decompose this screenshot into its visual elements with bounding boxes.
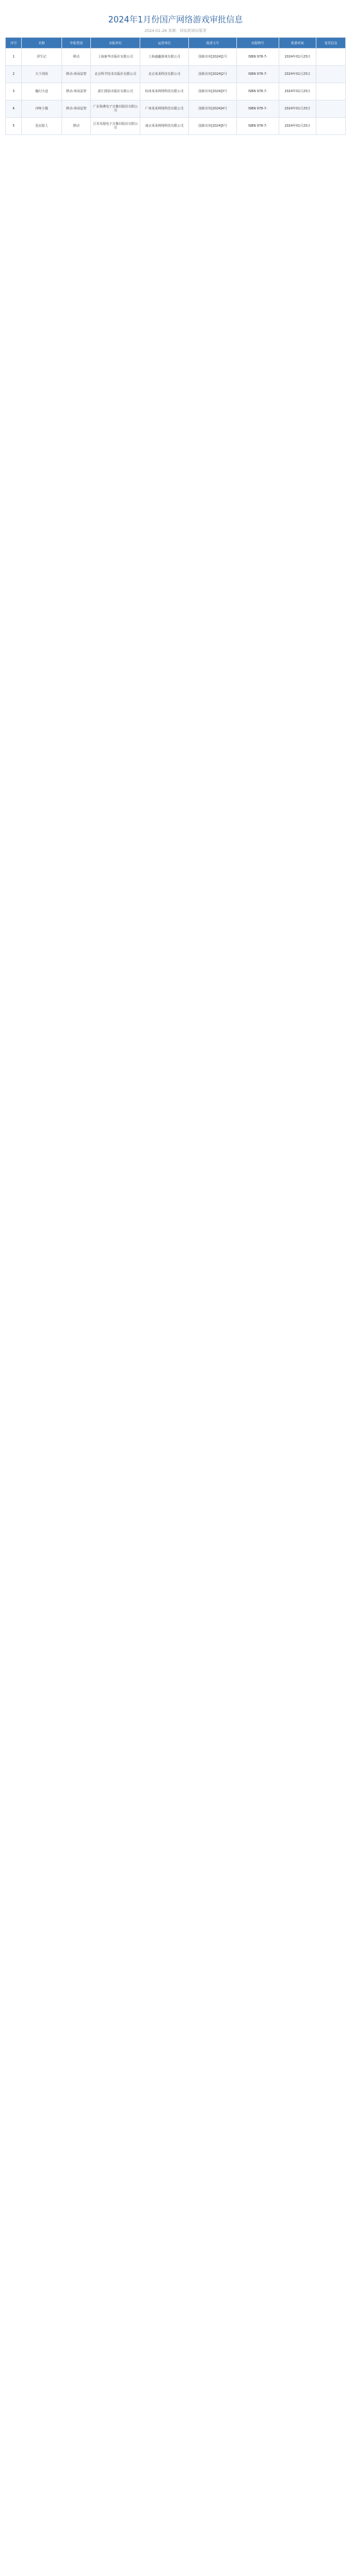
header-name: 名称	[22, 38, 61, 49]
cell-date: 2024年01月25日	[279, 118, 316, 135]
cell-change	[316, 100, 346, 118]
table-body	[6, 49, 346, 135]
cell-approval-number: 国新出审[2024]3号	[189, 83, 236, 100]
header-operator: 运营单位	[140, 38, 188, 49]
cell-publisher: 北京科学技术出版社有限公司	[91, 66, 140, 83]
cell-isbn: ISBN 978-7-	[236, 100, 279, 118]
approval-table	[5, 37, 346, 135]
cell-approval-number: 国新出审[2024]5号	[189, 118, 236, 135]
page	[0, 13, 351, 148]
cell-category: 移动-休闲益智	[61, 83, 91, 100]
cell-category: 移动-休闲益智	[61, 100, 91, 118]
cell-operator: 北京某某科技有限公司	[140, 66, 188, 83]
cell-date: 2024年01月25日	[279, 83, 316, 100]
cell-operator: 广州某某网络科技有限公司	[140, 100, 188, 118]
cell-category: 移动-休闲益智	[61, 66, 91, 83]
header-category: 申报类别	[61, 38, 91, 49]
header-isbn: 出版物号	[236, 38, 279, 49]
cell-approval-number: 国新出审[2024]4号	[189, 100, 236, 118]
cell-name: 浮生记	[22, 49, 61, 66]
cell-isbn: ISBN 978-7-	[236, 66, 279, 83]
table-row	[6, 66, 346, 83]
cell-isbn: ISBN 978-7-	[236, 49, 279, 66]
cell-date: 2024年01月25日	[279, 100, 316, 118]
cell-change	[316, 83, 346, 100]
cell-number: 4	[6, 100, 22, 118]
table-row	[6, 118, 346, 135]
header-change: 变更信息	[316, 38, 346, 49]
cell-publisher: 江苏凤凰电子音像出版社有限公司	[91, 118, 140, 135]
cell-change	[316, 66, 346, 83]
cell-change	[316, 49, 346, 66]
cell-isbn: ISBN 978-7-	[236, 118, 279, 135]
cell-publisher: 浙江摄影出版社有限公司	[91, 83, 140, 100]
cell-approval-number: 国新出审[2024]1号	[189, 49, 236, 66]
cell-number: 2	[6, 66, 22, 83]
cell-change	[316, 118, 346, 135]
header-publisher: 出版单位	[91, 38, 140, 49]
page-meta: 2024-01-26 来源：国家新闻出版署	[144, 29, 207, 33]
cell-name: 魔幻天途	[22, 83, 61, 100]
cell-number: 1	[6, 49, 22, 66]
header-number: 序号	[6, 38, 22, 49]
cell-name: 冲呀小猫	[22, 100, 61, 118]
table-row	[6, 100, 346, 118]
page-title: 2024年1月份国产网络游戏审批信息	[108, 15, 243, 25]
cell-name: 天下剑侠	[22, 66, 61, 83]
cell-date: 2024年01月25日	[279, 66, 316, 83]
header-approval-number: 批准文号	[189, 38, 236, 49]
cell-operator: 南京某某网络科技有限公司	[140, 118, 188, 135]
cell-isbn: ISBN 978-7-	[236, 83, 279, 100]
header-date: 批准时间	[279, 38, 316, 49]
cell-operator: 杭州某某网络科技有限公司	[140, 83, 188, 100]
cell-publisher: 上海新华出版社有限公司	[91, 49, 140, 66]
cell-date: 2024年01月25日	[279, 49, 316, 66]
cell-operator: 上海盛趣游戏有限公司	[140, 49, 188, 66]
cell-number: 5	[6, 118, 22, 135]
table-row	[6, 83, 346, 100]
cell-approval-number: 国新出审[2024]2号	[189, 66, 236, 83]
cell-category: 移动	[61, 49, 91, 66]
cell-category: 移动	[61, 118, 91, 135]
table-row	[6, 49, 346, 66]
table-header-row	[6, 38, 346, 49]
cell-number: 3	[6, 83, 22, 100]
cell-name: 星辰旅人	[22, 118, 61, 135]
cell-publisher: 广东海燕电子音像出版社有限公司	[91, 100, 140, 118]
